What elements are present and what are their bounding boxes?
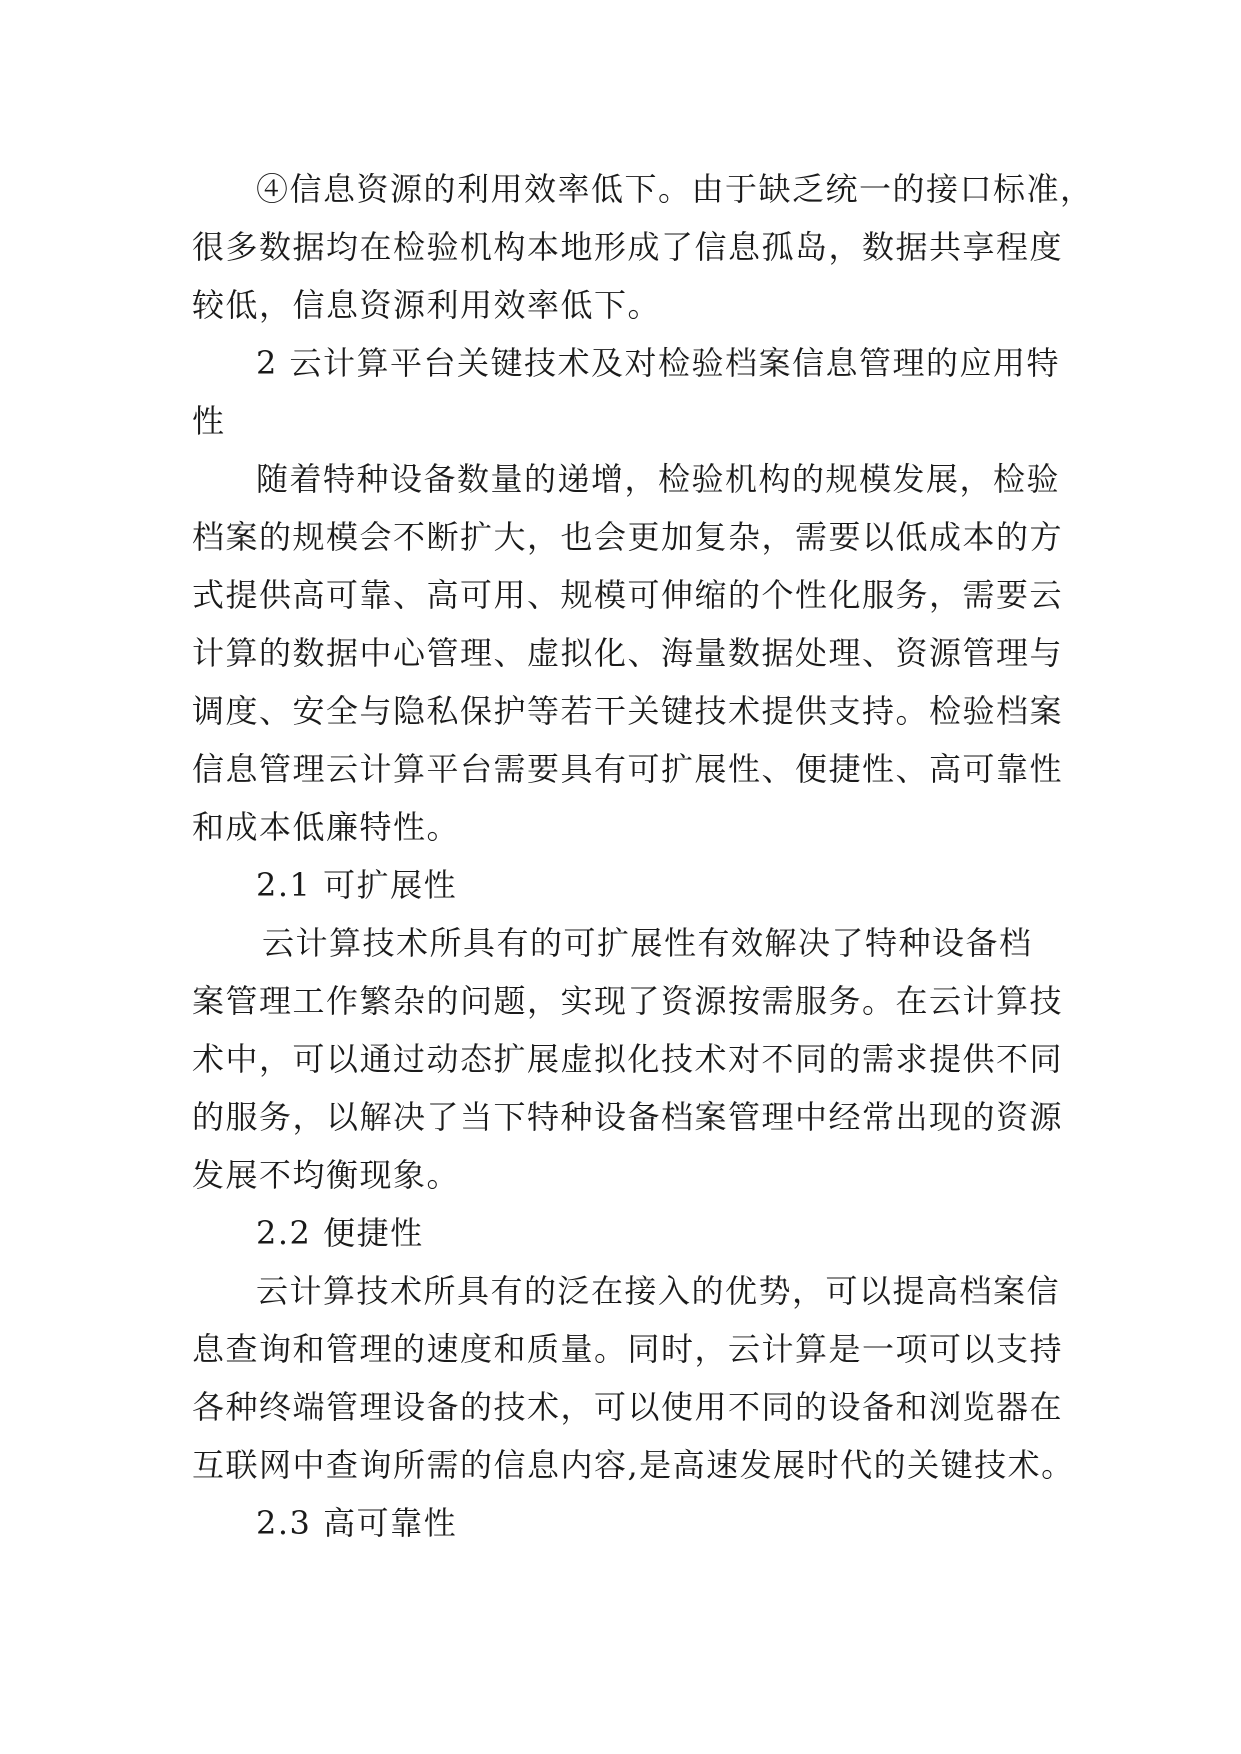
subsection-heading: 2.1 可扩展性 — [256, 866, 458, 904]
paragraph-line: 较低，信息资源利用效率低下。 — [192, 286, 662, 324]
paragraph-line: 的服务，以解决了当下特种设备档案管理中经常出现的资源 — [192, 1098, 1064, 1136]
paragraph-line: 云计算技术所具有的可扩展性有效解决了特种设备档 — [262, 924, 1033, 962]
section-heading: 性 — [192, 402, 226, 440]
paragraph-line: 息查询和管理的速度和质量。同时，云计算是一项可以支持 — [192, 1330, 1064, 1368]
paragraph-line: 信息管理云计算平台需要具有可扩展性、便捷性、高可靠性 — [192, 750, 1064, 788]
section-heading: 2 云计算平台关键技术及对检验档案信息管理的应用特 — [256, 344, 1061, 382]
paragraph-line: 术中，可以通过动态扩展虚拟化技术对不同的需求提供不同 — [192, 1040, 1064, 1078]
paragraph-line: 很多数据均在检验机构本地形成了信息孤岛，数据共享程度 — [192, 228, 1064, 266]
document-page — [192, 160, 1094, 1552]
paragraph-line: 档案的规模会不断扩大，也会更加复杂，需要以低成本的方 — [192, 518, 1064, 556]
paragraph-line: 式提供高可靠、高可用、规模可伸缩的个性化服务，需要云 — [192, 576, 1064, 614]
paragraph-line: 计算的数据中心管理、虚拟化、海量数据处理、资源管理与 — [192, 634, 1064, 672]
paragraph-line: 随着特种设备数量的递增，检验机构的规模发展，检验 — [256, 460, 1061, 498]
subsection-heading: 2.2 便捷性 — [256, 1214, 424, 1252]
paragraph-line: 和成本低廉特性。 — [192, 808, 461, 846]
paragraph-line: 互联网中查询所需的信息内容,是高速发展时代的关键技术。 — [192, 1446, 1075, 1484]
paragraph-line: 发展不均衡现象。 — [192, 1156, 461, 1194]
paragraph-line: 调度、安全与隐私保护等若干关键技术提供支持。检验档案 — [192, 692, 1064, 730]
paragraph-line: 云计算技术所具有的泛在接入的优势，可以提高档案信 — [256, 1272, 1061, 1310]
paragraph-line: ④信息资源的利用效率低下。由于缺乏统一的接口标准， — [256, 170, 1094, 208]
paragraph-line: 各种终端管理设备的技术，可以使用不同的设备和浏览器在 — [192, 1388, 1064, 1426]
paragraph-line: 案管理工作繁杂的问题，实现了资源按需服务。在云计算技 — [192, 982, 1064, 1020]
subsection-heading: 2.3 高可靠性 — [256, 1504, 458, 1542]
